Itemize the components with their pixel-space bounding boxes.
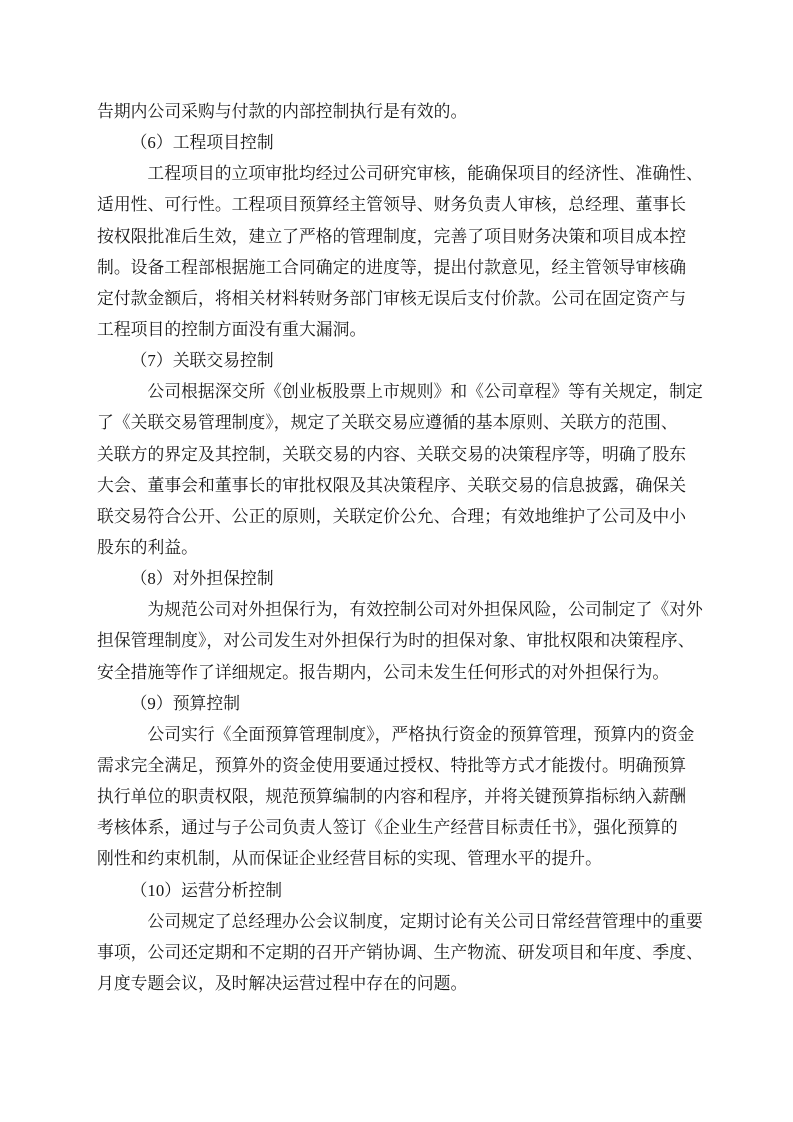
paragraph-line: 工程项目的立项审批均经过公司研究审核，能确保项目的经济性、准确性、 (147, 164, 703, 184)
paragraph-line: 关联方的界定及其控制，关联交易的内容、关联交易的决策程序等，明确了股东 (97, 444, 687, 464)
paragraph-continuation-line: 告期内公司采购与付款的内部控制执行是有效的。 (97, 102, 468, 121)
paragraph-line: 事项，公司还定期和不定期的召开产销协调、生产物流、研发项目和年度、季度、 (97, 942, 703, 962)
paragraph-line: 安全措施等作了详细规定。报告期内，公司未发生任何形式的对外担保行为。 (97, 662, 670, 682)
paragraph-line: 公司实行《全面预算管理制度》，严格执行资金的预算管理，预算内的资金 (147, 724, 695, 744)
paragraph-line: 联交易符合公开、公正的原则，关联定价公允、合理；有效地维护了公司及中小 (97, 506, 687, 526)
paragraph-line: 了《关联交易管理制度》，规定了关联交易应遵循的基本原则、关联方的范围、 (97, 413, 678, 433)
paragraph-line: 工程项目的控制方面没有重大漏洞。 (97, 319, 367, 339)
paragraph-line: 需求完全满足，预算外的资金使用要通过授权、特批等方式才能拨付。明确预算 (97, 755, 687, 775)
section-heading-6: （6）工程项目控制 (130, 133, 274, 153)
section-heading-8: （8）对外担保控制 (130, 569, 274, 589)
paragraph-line: 股东的利益。 (97, 537, 198, 557)
paragraph-line: 公司根据深交所《创业板股票上市规则》和《公司章程》等有关规定，制定 (147, 382, 703, 402)
paragraph-line: 制。设备工程部根据施工合同确定的进度等，提出付款意见，经主管领导审核确 (97, 257, 687, 277)
section-heading-9: （9）预算控制 (130, 693, 241, 713)
paragraph-line: 公司规定了总经理办公会议制度，定期讨论有关公司日常经营管理中的重要 (147, 911, 703, 931)
section-heading-7: （7）关联交易控制 (130, 351, 274, 371)
paragraph-line: 担保管理制度》，对公司发生对外担保行为时的担保对象、审批权限和决策程序、 (97, 631, 695, 651)
paragraph-line: 大会、董事会和董事长的审批权限及其决策程序、关联交易的信息披露，确保关 (97, 475, 687, 495)
paragraph-line: 执行单位的职责权限，规范预算编制的内容和程序，并将关键预算指标纳入薪酬 (97, 787, 687, 807)
paragraph-line: 适用性、可行性。工程项目预算经主管领导、财务负责人审核，总经理、董事长 (97, 195, 687, 215)
paragraph-line: 定付款金额后，将相关材料转财务部门审核无误后支付价款。公司在固定资产与 (97, 288, 687, 308)
paragraph-line: 按权限批准后生效，建立了严格的管理制度，完善了项目财务决策和项目成本控 (97, 226, 687, 246)
document-text-block (97, 96, 709, 999)
paragraph-line: 月度专题会议，及时解决运营过程中存在的问题。 (97, 973, 468, 993)
paragraph-line: 为规范公司对外担保行为，有效控制公司对外担保风险，公司制定了《对外 (147, 600, 703, 620)
section-heading-10: （10）运营分析控制 (130, 880, 283, 900)
paragraph-line: 刚性和约束机制，从而保证企业经营目标的实现、管理水平的提升。 (97, 849, 602, 869)
paragraph-line: 考核体系，通过与子公司负责人签订《企业生产经营目标责任书》，强化预算的 (97, 818, 678, 838)
